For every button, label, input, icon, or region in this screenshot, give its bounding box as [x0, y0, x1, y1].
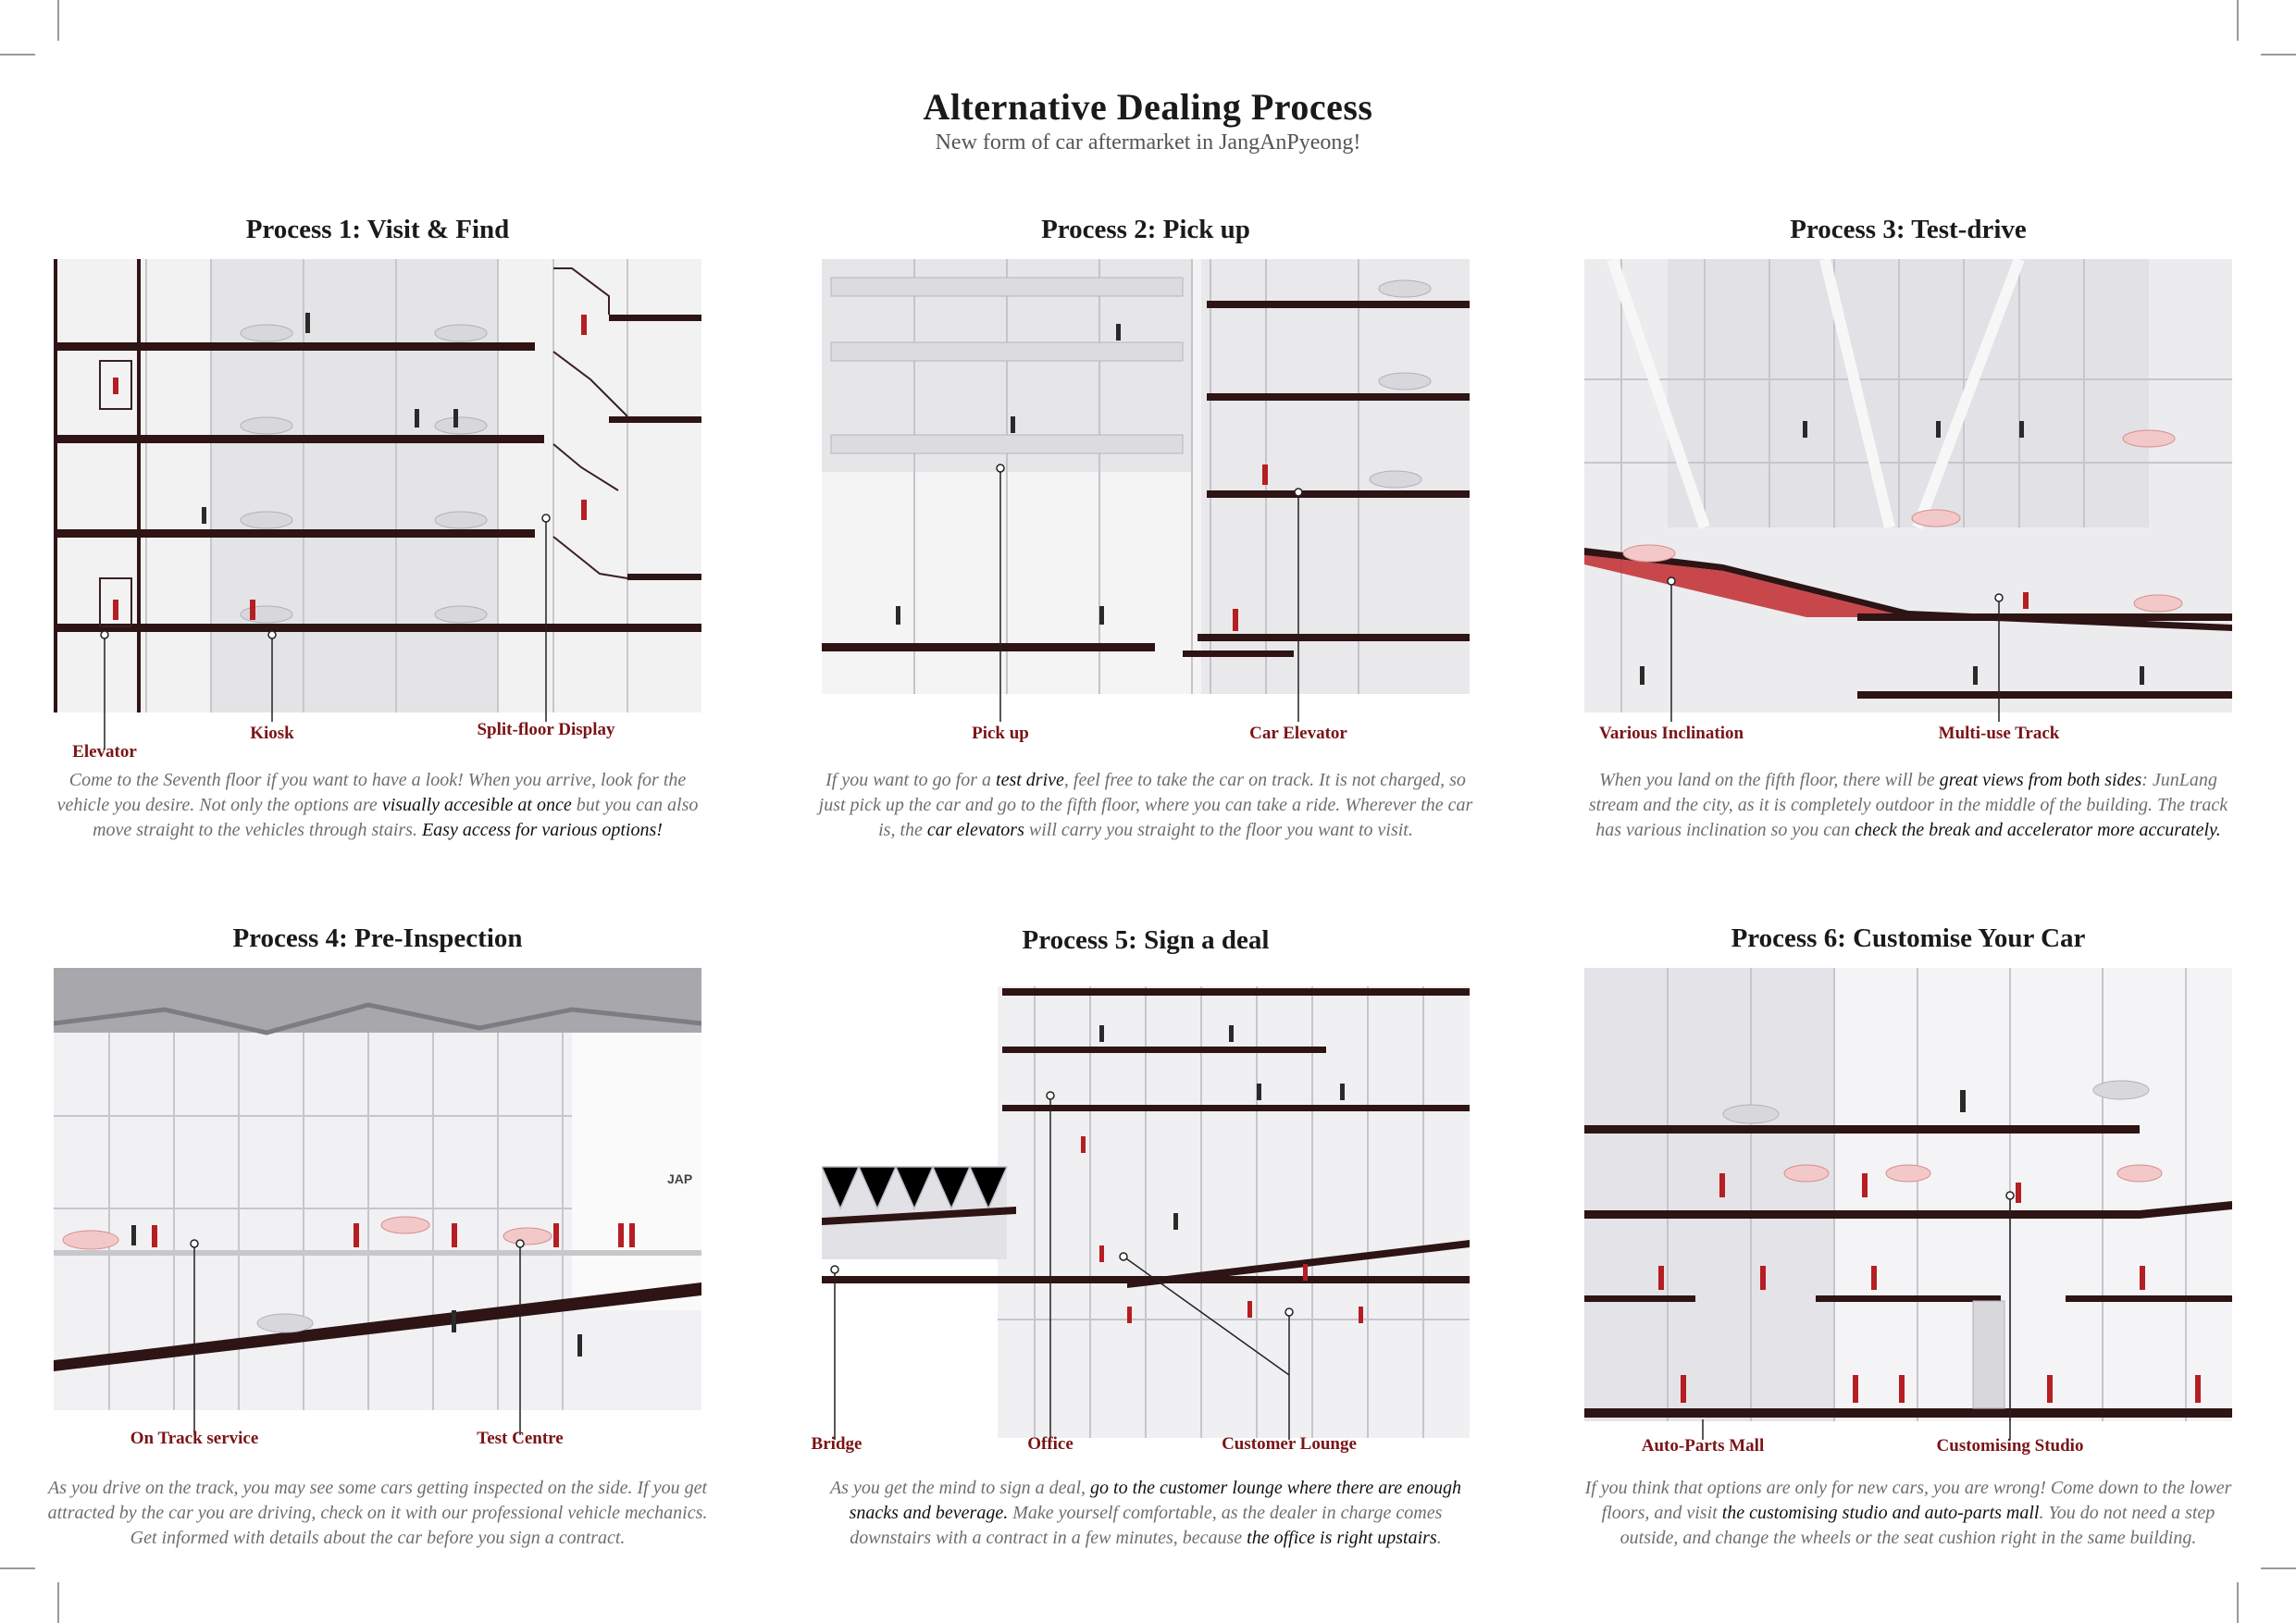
page-title: Alternative Dealing Process — [923, 86, 1373, 128]
label-office: Office — [1027, 1434, 1074, 1454]
crop-mark-top-right-v — [2237, 0, 2239, 41]
panel-title: Process 4: Pre-Inspection — [232, 923, 523, 953]
section-drawing-customise — [1584, 968, 2232, 1468]
panel-title: Process 5: Sign a deal — [1022, 925, 1270, 955]
label-bridge: Bridge — [811, 1434, 863, 1454]
page-header — [0, 85, 2296, 155]
label-split-floor-display: Split-floor Display — [477, 720, 615, 739]
label-customising-studio: Customising Studio — [1936, 1436, 2084, 1456]
crop-mark-top-left-v — [57, 0, 59, 41]
label-multi-use-track: Multi-use Track — [1938, 724, 2060, 743]
panel-title: Process 3: Test-drive — [1790, 215, 2027, 244]
label-customer-lounge: Customer Lounge — [1222, 1434, 1357, 1454]
page-subtitle: New form of car aftermarket in JangAnPyeong! — [935, 130, 1361, 155]
section-drawing-visit-find — [54, 259, 701, 759]
jap-sign: JAP — [667, 1171, 693, 1186]
crop-mark-bottom-left-h — [0, 1567, 35, 1569]
label-kiosk: Kiosk — [250, 724, 294, 743]
crop-mark-bottom-left-v — [57, 1582, 59, 1623]
panel-description: If you think that options are only for new cars, you are wrong! Come down to the lower floors, and visit the customising studio and auto-parts mall. You do not need a step outside, and change the wheels or the seat cushion right in the same building. — [1584, 1478, 2232, 1548]
panel-description: If you want to go for a test drive, feel free to take the car on track. It is not charged, so just pick up the car and go to the fifth floor, where you can take a ride. Wherever the car is, the car elevators will carry you straight to the floor you want to visit. — [818, 770, 1473, 840]
section-drawing-pick-up — [822, 259, 1470, 759]
label-on-track-service: On Track service — [130, 1429, 259, 1448]
panel-description: As you drive on the track, you may see some cars getting inspected on the side. If you get attracted by the car you are driving, check on it with our professional vehicle mechanics. Get informed with details about the car before you sign a contract. — [47, 1478, 708, 1548]
panel-description: When you land on the fifth floor, there will be great views from both sides: JunLang stream and the city, as it is completely outdoor in the middle of the building. The track has various inclination so you can check the break and accelerator more accurately. — [1588, 770, 2228, 840]
crop-mark-bottom-right-h — [2261, 1567, 2296, 1569]
panel-description: As you get the mind to sign a deal, go to the customer lounge where there are enough snacks and beverage. Make yourself comfortable, as the dealer in charge comes downstairs with a contract in a few minutes, because the office is right upstairs. — [829, 1478, 1462, 1548]
label-various-inclination: Various Inclination — [1598, 724, 1744, 743]
crop-mark-bottom-right-v — [2237, 1582, 2239, 1623]
label-pick-up: Pick up — [972, 724, 1029, 743]
label-elevator: Elevator — [72, 742, 137, 762]
label-test-centre: Test Centre — [477, 1429, 564, 1448]
panel-description: Come to the Seventh floor if you want to have a look! When you arrive, look for the vehicle you desire. Not only the options are visually accesible at once but you can also move straight to the vehicles through stairs. Easy access for various options! — [56, 770, 699, 840]
panel-title: Process 1: Visit & Find — [245, 215, 510, 244]
panel-title: Process 6: Customise Your Car — [1731, 923, 2086, 953]
panel-title: Process 2: Pick up — [1041, 215, 1250, 244]
crop-mark-top-left-h — [0, 54, 35, 56]
section-drawing-sign-a-deal — [822, 968, 1470, 1468]
crop-mark-top-right-h — [2261, 54, 2296, 56]
label-auto-parts-mall: Auto-Parts Mall — [1641, 1436, 1765, 1456]
section-drawing-pre-inspection — [54, 968, 701, 1468]
label-car-elevator: Car Elevator — [1249, 724, 1347, 743]
section-drawing-test-drive — [1584, 259, 2232, 759]
